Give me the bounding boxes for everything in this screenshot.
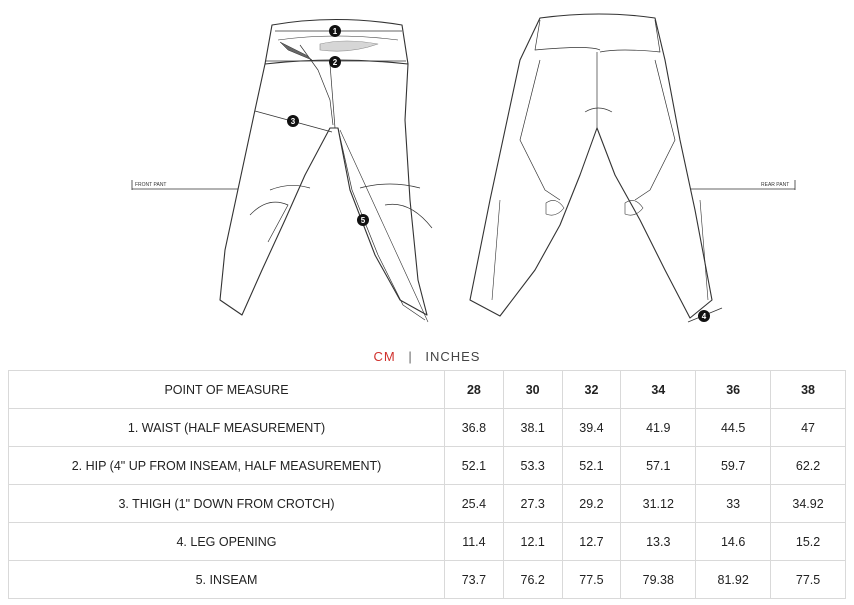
unit-cm-option[interactable]: CM (373, 349, 396, 365)
row-label: 2. HIP (4" UP FROM INSEAM, HALF MEASUREMENT) (9, 447, 445, 485)
table-cell: 59.7 (696, 447, 771, 485)
table-row (9, 447, 846, 485)
marker-2: 2 (332, 58, 338, 67)
marker-5: 5 (360, 216, 366, 225)
header-size-32: 32 (562, 371, 621, 409)
header-size-36: 36 (696, 371, 771, 409)
table-cell: 44.5 (696, 409, 771, 447)
front-markers (255, 25, 428, 322)
table-cell: 29.2 (562, 485, 621, 523)
header-size-28: 28 (445, 371, 504, 409)
table-cell: 34.92 (771, 485, 846, 523)
rear-pant-callout (690, 180, 795, 190)
table-cell: 53.3 (503, 447, 562, 485)
marker-3: 3 (290, 117, 296, 126)
table-cell: 52.1 (562, 447, 621, 485)
front-pant-drawing (220, 20, 432, 321)
row-label: 1. WAIST (HALF MEASUREMENT) (9, 409, 445, 447)
table-cell: 79.38 (621, 561, 696, 599)
table-cell: 12.7 (562, 523, 621, 561)
table-header-row (9, 371, 846, 409)
table-cell: 77.5 (771, 561, 846, 599)
table-cell: 14.6 (696, 523, 771, 561)
table-row (9, 485, 846, 523)
unit-inches-option[interactable]: INCHES (425, 349, 481, 365)
table-cell: 36.8 (445, 409, 504, 447)
table-cell: 76.2 (503, 561, 562, 599)
row-label: 3. THIGH (1" DOWN FROM CROTCH) (9, 485, 445, 523)
header-size-30: 30 (503, 371, 562, 409)
table-cell: 33 (696, 485, 771, 523)
table-cell: 13.3 (621, 523, 696, 561)
row-label: 4. LEG OPENING (9, 523, 445, 561)
unit-toggle (0, 348, 854, 364)
front-pant-callout (132, 180, 238, 190)
table-cell: 12.1 (503, 523, 562, 561)
table-cell: 15.2 (771, 523, 846, 561)
size-chart-table (8, 370, 846, 599)
marker-4: 4 (701, 312, 707, 321)
table-cell: 25.4 (445, 485, 504, 523)
rear-pant-label: REAR PANT (761, 182, 790, 188)
table-cell: 27.3 (503, 485, 562, 523)
rear-pant-drawing (470, 14, 712, 318)
table-cell: 11.4 (445, 523, 504, 561)
table-cell: 57.1 (621, 447, 696, 485)
row-label: 5. INSEAM (9, 561, 445, 599)
table-row (9, 409, 846, 447)
header-size-34: 34 (621, 371, 696, 409)
table-cell: 62.2 (771, 447, 846, 485)
table-cell: 41.9 (621, 409, 696, 447)
table-cell: 38.1 (503, 409, 562, 447)
table-cell: 31.12 (621, 485, 696, 523)
front-pant-label: FRONT PANT (135, 182, 167, 188)
table-row (9, 561, 846, 599)
table-cell: 73.7 (445, 561, 504, 599)
header-size-38: 38 (771, 371, 846, 409)
header-point-of-measure: POINT OF MEASURE (9, 371, 445, 409)
table-cell: 47 (771, 409, 846, 447)
table-cell: 52.1 (445, 447, 504, 485)
table-row (9, 523, 846, 561)
table-cell: 77.5 (562, 561, 621, 599)
unit-separator: | (408, 349, 413, 365)
marker-1: 1 (332, 27, 338, 36)
table-cell: 39.4 (562, 409, 621, 447)
table-cell: 81.92 (696, 561, 771, 599)
